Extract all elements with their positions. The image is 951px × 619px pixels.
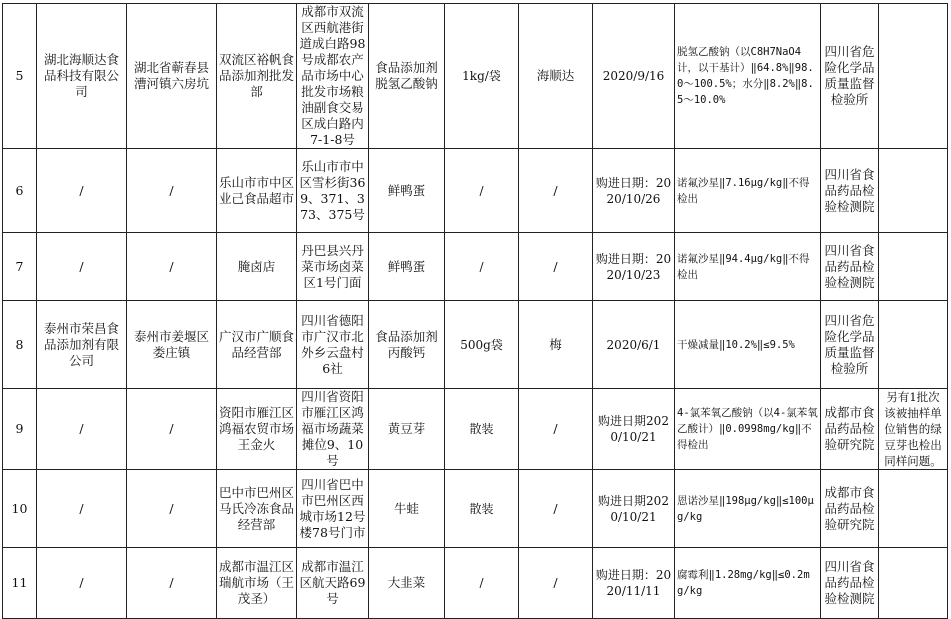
cell-manufacturer-name: /	[37, 470, 127, 548]
cell-remark	[879, 233, 948, 301]
cell-remark	[879, 548, 948, 619]
cell-row-number: 6	[3, 149, 37, 233]
cell-inspection-agency: 四川省危险化学品质量监督检验所	[821, 301, 879, 389]
cell-brand: /	[519, 548, 593, 619]
cell-sampled-unit: 双流区裕帆食品添加剂批发部	[217, 4, 297, 149]
cell-row-number: 7	[3, 233, 37, 301]
cell-brand: /	[519, 470, 593, 548]
cell-production-date: 购进日期2020/10/21	[593, 470, 675, 548]
cell-sampled-unit: 资阳市雁江区鸿福农贸市场王金火	[217, 389, 297, 470]
cell-specification: /	[445, 548, 519, 619]
cell-manufacturer-name: /	[37, 233, 127, 301]
cell-sampled-address: 四川省巴中市巴州区西城市场12号楼78号门市	[297, 470, 369, 548]
table-body	[3, 4, 948, 619]
cell-specification: 500g袋	[445, 301, 519, 389]
cell-nonconforming-item: 诺氟沙星‖94.4μg/kg‖不得检出	[675, 233, 821, 301]
cell-inspection-agency: 成都市食品药品检验研究院	[821, 389, 879, 470]
cell-specification: /	[445, 149, 519, 233]
cell-manufacturer-address: /	[127, 233, 217, 301]
cell-row-number: 9	[3, 389, 37, 470]
cell-row-number: 11	[3, 548, 37, 619]
cell-production-date: 2020/9/16	[593, 4, 675, 149]
cell-production-date: 购进日期：2020/10/26	[593, 149, 675, 233]
cell-sampled-unit: 腌卤店	[217, 233, 297, 301]
cell-manufacturer-address: /	[127, 389, 217, 470]
cell-manufacturer-name: 泰州市荣昌食品添加剂有限公司	[37, 301, 127, 389]
cell-specification: 散装	[445, 470, 519, 548]
cell-remark: 另有1批次该被抽样单位销售的绿豆芽也检出同样问题。	[879, 389, 948, 470]
cell-sampled-address: 乐山市市中区雪杉街369、371、373、375号	[297, 149, 369, 233]
table-row	[3, 149, 948, 233]
cell-manufacturer-name: /	[37, 149, 127, 233]
cell-manufacturer-address: 湖北省蕲春县漕河镇六房坑	[127, 4, 217, 149]
cell-manufacturer-name: /	[37, 548, 127, 619]
cell-inspection-agency: 四川省食品药品检验检测院	[821, 149, 879, 233]
cell-sampled-unit: 广汉市广顺食品经营部	[217, 301, 297, 389]
cell-production-date: 购进日期2020/10/21	[593, 389, 675, 470]
cell-product-name: 鲜鸭蛋	[369, 233, 445, 301]
cell-nonconforming-item: 恩诺沙星‖198μg/kg‖≤100μg/kg	[675, 470, 821, 548]
cell-product-name: 黄豆芽	[369, 389, 445, 470]
cell-row-number: 10	[3, 470, 37, 548]
cell-nonconforming-item: 诺氟沙星‖7.16μg/kg‖不得检出	[675, 149, 821, 233]
food-inspection-table	[2, 3, 948, 619]
cell-specification: 散装	[445, 389, 519, 470]
cell-remark	[879, 4, 948, 149]
table-row	[3, 301, 948, 389]
table-row	[3, 4, 948, 149]
cell-product-name: 食品添加剂丙酸钙	[369, 301, 445, 389]
cell-nonconforming-item: 脱氢乙酸钠（以C8H7NaO4计，以干基计）‖64.8%‖98.0～100.5%；水分‖8.2%‖8.5～10.0%	[675, 4, 821, 149]
cell-remark	[879, 301, 948, 389]
cell-production-date: 2020/6/1	[593, 301, 675, 389]
cell-brand: /	[519, 389, 593, 470]
cell-brand: 梅	[519, 301, 593, 389]
cell-sampled-unit: 乐山市市中区业己食品超市	[217, 149, 297, 233]
cell-manufacturer-address: /	[127, 470, 217, 548]
table-row	[3, 548, 948, 619]
cell-sampled-address: 成都市双流区西航港街道成白路98号成都农产品市场中心批发市场粮油副食交易区成白路内7-1-8号	[297, 4, 369, 149]
cell-product-name: 大韭菜	[369, 548, 445, 619]
cell-brand: 海顺达	[519, 4, 593, 149]
cell-sampled-unit: 巴中市巴州区马氏冷冻食品经营部	[217, 470, 297, 548]
cell-sampled-address: 成都市温江区航天路69号	[297, 548, 369, 619]
cell-manufacturer-name: 湖北海顺达食品科技有限公司	[37, 4, 127, 149]
cell-manufacturer-address: /	[127, 548, 217, 619]
table-row	[3, 470, 948, 548]
cell-specification: 1kg/袋	[445, 4, 519, 149]
table-row	[3, 389, 948, 470]
cell-product-name: 鲜鸭蛋	[369, 149, 445, 233]
cell-manufacturer-address: 泰州市姜堰区娄庄镇	[127, 301, 217, 389]
cell-sampled-address: 四川省资阳市雁江区鸿福市场蔬菜摊位9、10号	[297, 389, 369, 470]
cell-inspection-agency: 四川省食品药品检验检测院	[821, 233, 879, 301]
cell-row-number: 8	[3, 301, 37, 389]
cell-remark	[879, 470, 948, 548]
cell-inspection-agency: 四川省危险化学品质量监督检验所	[821, 4, 879, 149]
cell-sampled-address: 四川省德阳市广汉市北外乡云盘村6社	[297, 301, 369, 389]
cell-product-name: 食品添加剂脱氢乙酸钠	[369, 4, 445, 149]
cell-brand: /	[519, 233, 593, 301]
cell-manufacturer-name: /	[37, 389, 127, 470]
cell-sampled-address: 丹巴县兴丹菜市场卤菜区1号门面	[297, 233, 369, 301]
cell-sampled-unit: 成都市温江区瑞航市场（王茂圣）	[217, 548, 297, 619]
cell-nonconforming-item: 腐霉利‖1.28mg/kg‖≤0.2mg/kg	[675, 548, 821, 619]
cell-nonconforming-item: 干燥减量‖10.2%‖≤9.5%	[675, 301, 821, 389]
cell-production-date: 购进日期：2020/11/11	[593, 548, 675, 619]
cell-manufacturer-address: /	[127, 149, 217, 233]
cell-product-name: 牛蛙	[369, 470, 445, 548]
table-row	[3, 233, 948, 301]
cell-inspection-agency: 四川省食品药品检验检测院	[821, 548, 879, 619]
cell-specification: /	[445, 233, 519, 301]
cell-row-number: 5	[3, 4, 37, 149]
cell-remark	[879, 149, 948, 233]
cell-production-date: 购进日期：2020/10/23	[593, 233, 675, 301]
cell-brand: /	[519, 149, 593, 233]
cell-inspection-agency: 成都市食品药品检验研究院	[821, 470, 879, 548]
cell-nonconforming-item: 4-氯苯氧乙酸钠（以4-氯苯氧乙酸计）‖0.0998mg/kg‖不得检出	[675, 389, 821, 470]
